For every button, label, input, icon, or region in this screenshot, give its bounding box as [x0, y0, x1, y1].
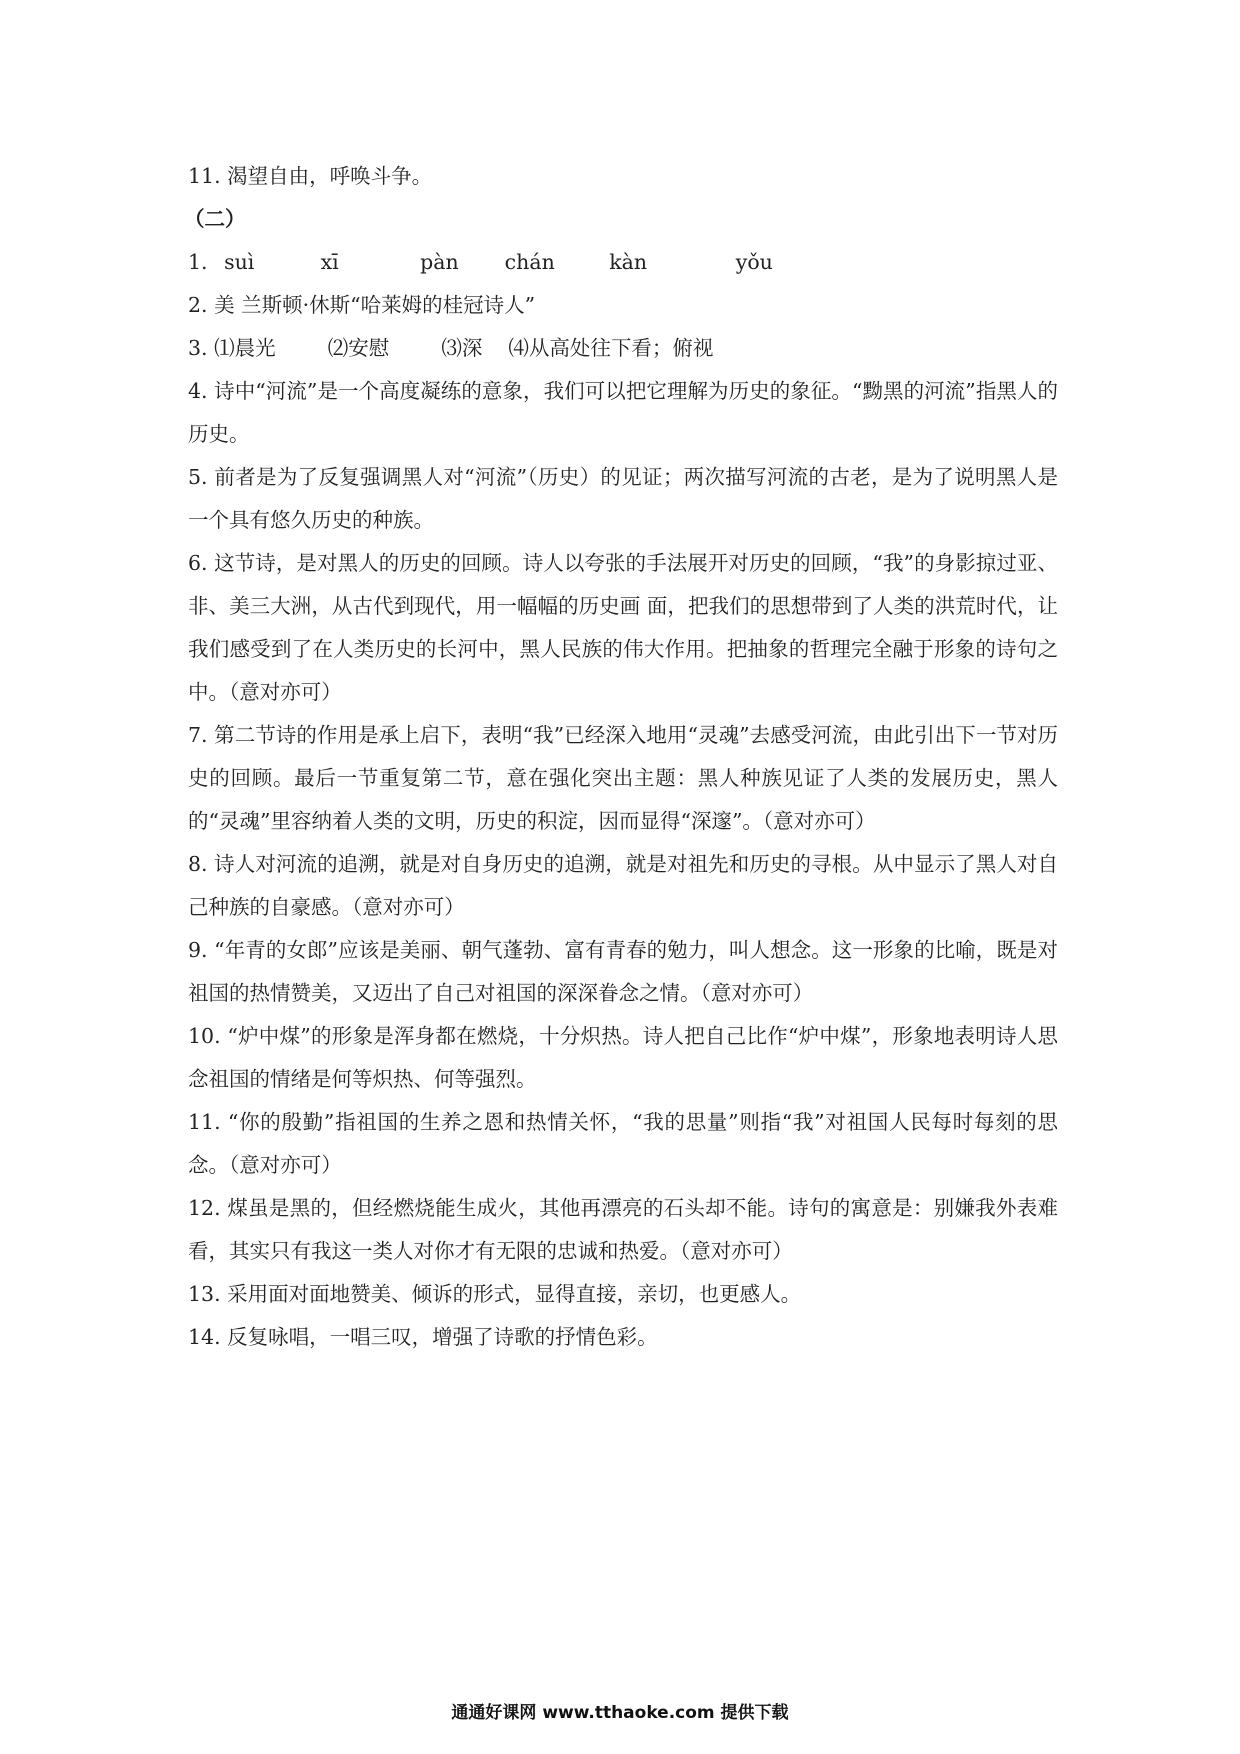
answer-1-pinyin: [188, 241, 1058, 284]
answer-6: 6. 这节诗，是对黑人的历史的回顾。诗人以夸张的手法展开对历史的回顾，“我”的身影掠过亚、非、美三大洲，从古代到现代，用一幅幅的历史画 面，把我们的思想带到了人类的洪荒时代，让我们感受到了在人类历史的长河中，黑人民族的伟大作用。把抽象的哲理完全融于形象的诗句之中。（意对亦可）: [188, 551, 1058, 704]
pinyin-6: yǒu: [735, 250, 773, 274]
answer-1-number: 1.: [188, 250, 215, 274]
pinyin-1: suì: [224, 250, 255, 274]
pinyin-5: kàn: [609, 250, 648, 274]
answer-2: 2. 美 兰斯顿·休斯“哈莱姆的桂冠诗人”: [188, 293, 536, 317]
answer-11-top: 11. 渴望自由，呼唤斗争。: [188, 164, 433, 188]
answer-content: [184, 155, 1058, 1359]
answer-10: 10. “炉中煤”的形象是浑身都在燃烧，十分炽热。诗人把自己比作“炉中煤”，形象地表明诗人思念祖国的情绪是何等炽热、何等强烈。: [188, 1024, 1058, 1091]
answer-14: 14. 反复咏唱，一唱三叹，增强了诗歌的抒情色彩。: [188, 1325, 658, 1349]
page-footer: 通通好课网 www.tthaoke.com 提供下载: [451, 1703, 789, 1723]
answer-5: 5. 前者是为了反复强调黑人对“河流”（历史）的见证；两次描写河流的古老，是为了说明黑人是一个具有悠久历史的种族。: [188, 465, 1058, 532]
pinyin-4: chán: [504, 250, 555, 274]
pinyin-2: xī: [320, 250, 339, 274]
answer-3: 3. ⑴晨光 ⑵安慰 ⑶深 ⑷从高处往下看；俯视: [188, 336, 714, 360]
answer-12: 12. 煤虽是黑的，但经燃烧能生成火，其他再漂亮的石头却不能。诗句的寓意是：别嫌我外表难看，其实只有我这一类人对你才有无限的忠诚和热爱。（意对亦可）: [188, 1196, 1058, 1263]
answer-4: 4. 诗中“河流”是一个高度凝练的意象，我们可以把它理解为历史的象征。“黝黑的河流”指黑人的历史。: [188, 379, 1058, 446]
answer-13: 13. 采用面对面地赞美、倾诉的形式，显得直接，亲切，也更感人。: [188, 1282, 802, 1306]
answer-11: 11. “你的殷勤”指祖国的生养之恩和热情关怀，“我的思量”则指“我”对祖国人民每时每刻的思念。（意对亦可）: [188, 1110, 1058, 1177]
answer-8: 8. 诗人对河流的追溯，就是对自身历史的追溯，就是对祖先和历史的寻根。从中显示了黑人对自己种族的自豪感。（意对亦可）: [188, 852, 1058, 919]
section-heading-2: （二）: [184, 207, 246, 231]
answer-7: 7. 第二节诗的作用是承上启下，表明“我”已经深入地用“灵魂”去感受河流，由此引出下一节对历史的回顾。最后一节重复第二节，意在强化突出主题：黑人种族见证了人类的发展历史，黑人的“灵魂”里容纳着人类的文明，历史的积淀，因而显得“深邃”。（意对亦可）: [188, 723, 1058, 833]
answer-9: 9. “年青的女郎”应该是美丽、朝气蓬勃、富有青春的勉力，叫人想念。这一形象的比喻，既是对祖国的热情赞美，又迈出了自己对祖国的深深眷念之情。（意对亦可）: [188, 938, 1058, 1005]
pinyin-3: pàn: [420, 250, 459, 274]
